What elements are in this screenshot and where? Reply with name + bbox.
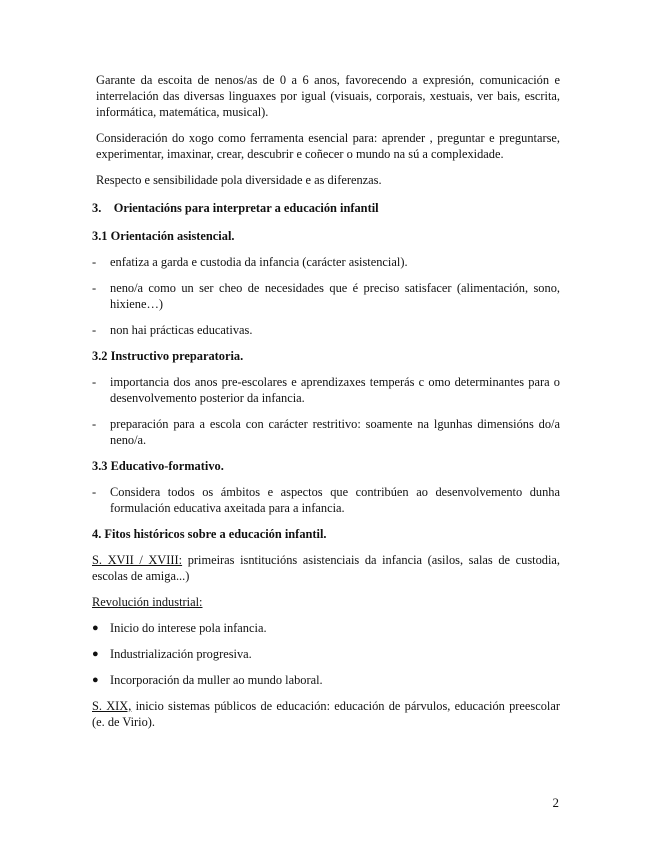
- list-item-text: Inicio do interese pola infancia.: [110, 621, 267, 635]
- bullet-marker: ●: [92, 622, 99, 634]
- list-item-text: preparación para a escola con carácter restritivo: soamente na lgunhas dimensións do/a neno/a.: [110, 417, 560, 447]
- list-item: [92, 322, 560, 338]
- section-3-number: 3.: [92, 201, 102, 215]
- dash-marker: -: [92, 375, 97, 389]
- section-3-1-heading: 3.1 Orientación asistencial.: [92, 229, 235, 243]
- s17-paragraph: [92, 552, 560, 584]
- intro-paragraph-1: Garante da escoita de nenos/as de 0 a 6 anos, favorecendo a expresión, comunicación e interrelación das diversas linguaxes por igual (visuais, corporais, xestuais, ver bais, escrita, informática, matemática, musical).: [96, 73, 560, 119]
- section-3-2-heading: 3.2 Instructivo preparatoria.: [92, 349, 244, 363]
- page-content: [92, 72, 560, 730]
- dash-marker: -: [92, 255, 97, 269]
- list-item: [92, 620, 560, 636]
- section-3-title: Orientacións para interpretar a educación infantil: [113, 201, 379, 215]
- dash-marker: -: [92, 323, 97, 337]
- s19-text: inicio sistemas públicos de educación: educación de párvulos, educación preescolar (e. de Virio).: [92, 699, 560, 729]
- intro-paragraph-3: Respecto e sensibilidade pola diversidade e as diferenzas.: [96, 173, 382, 187]
- intro-paragraph-2: Consideración do xogo como ferramenta esencial para: aprender , preguntar e preguntarse, experimentar, imaxinar, crear, descubrir e coñecer o mundo na sú a complexidade.: [96, 131, 560, 161]
- list-item-text: Incorporación da muller ao mundo laboral.: [110, 673, 323, 687]
- s19-label: S. XIX,: [92, 699, 132, 713]
- page-number: 2: [552, 795, 559, 810]
- list-item: [92, 280, 560, 312]
- revolution-label: Revolución industrial:: [92, 595, 203, 609]
- revolution-paragraph: [92, 594, 560, 610]
- list-item: [92, 484, 560, 516]
- list-item: [92, 672, 560, 688]
- dash-marker: -: [92, 281, 97, 295]
- section-3-heading: [92, 200, 560, 216]
- list-item-text: non hai prácticas educativas.: [110, 323, 253, 337]
- s17-text: primeiras isntitucións asistenciais da infancia (asilos, salas de custodia, escolas de amiga...): [92, 553, 561, 583]
- list-item-text: importancia dos anos pre-escolares e aprendizaxes temperás c omo determinantes para o desenvolvemento posterior da infancia.: [110, 375, 560, 405]
- dash-marker: -: [92, 485, 97, 499]
- section-3-3-heading: 3.3 Educativo-formativo.: [92, 459, 224, 473]
- list-item: [92, 416, 560, 448]
- s17-label: S. XVII / XVIII:: [92, 553, 183, 567]
- list-item-text: enfatiza a garda e custodia da infancia (carácter asistencial).: [110, 255, 408, 269]
- list-item-text: Considera todos os ámbitos e aspectos que contribúen ao desenvolvemento dunha formulación educativa axeitada para a infancia.: [110, 485, 560, 515]
- list-item: [92, 374, 560, 406]
- section-4-heading: 4. Fitos históricos sobre a educación infantil.: [92, 527, 327, 541]
- dash-marker: -: [92, 417, 97, 431]
- s19-paragraph: [92, 698, 560, 730]
- list-item: [92, 254, 560, 270]
- list-item: [92, 646, 560, 662]
- list-item-text: Industrialización progresiva.: [110, 647, 252, 661]
- bullet-marker: ●: [92, 674, 99, 686]
- bullet-marker: ●: [92, 648, 99, 660]
- list-item-text: neno/a como un ser cheo de necesidades que é preciso satisfacer (alimentación, sono, hixiene…): [110, 281, 560, 311]
